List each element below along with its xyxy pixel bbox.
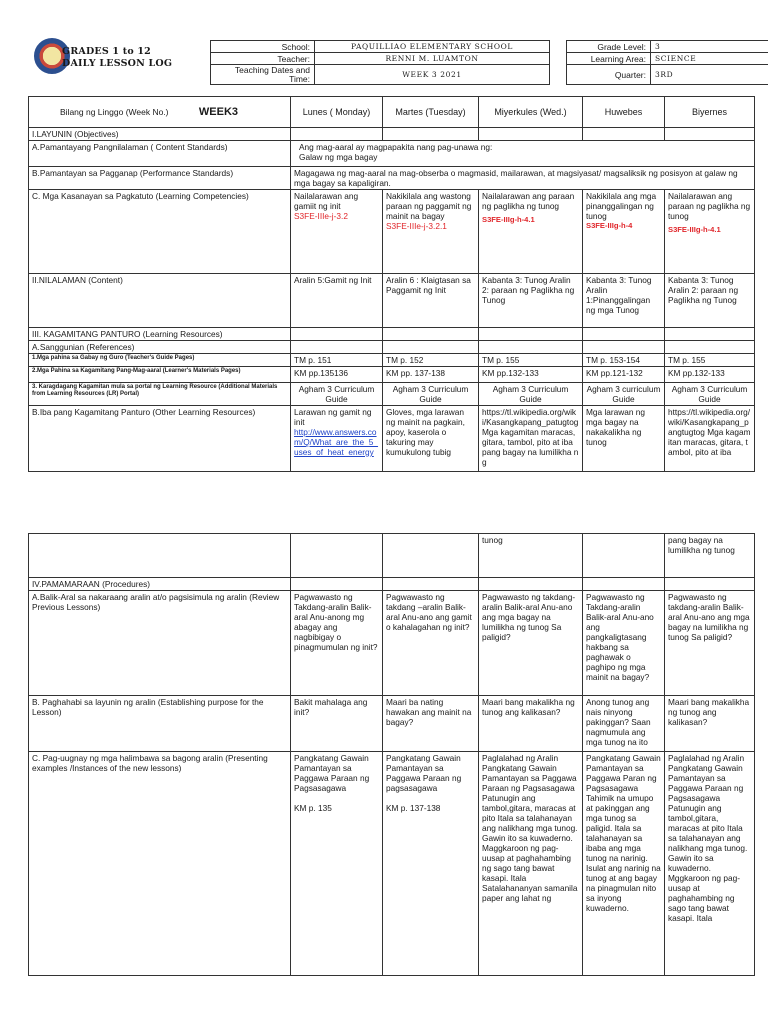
lr-portal-label: 3. Karagdagang Kagamitan mula sa portal ng Learning Resource (Additional Materials from Learning Resources (LR) Portal) [29,383,291,406]
competency-text: Nakikilala ang wastong paraan ng paggamit ng mainit na bagay [386,191,472,221]
review-friday: Pagwawasto ng takdang-aralin Balik-aral Anu-ano ang mga bagay na lumilikha ng tunog Sa paligid? [665,591,755,696]
content-friday: Kabanta 3: Tunog Aralin 2: paraan ng Paglikha ng Tunog [665,274,755,328]
procedures-heading: IV.PAMAMARAAN (Procedures) [29,578,291,591]
tg-friday: TM p. 155 [665,354,755,367]
header [26,36,752,88]
competency-text: Nailalarawan ang paraan ng paglikha ng tunog [482,191,575,211]
content-standards-line1: Ang mag-aaral ay magpapakita nang pag-unawa ng: [299,142,493,152]
other-thursday: Mga larawan ng mga bagay na nakakalikha ng tunog [583,406,665,472]
tg-pages-label: 1.Mga pahina sa Gabay ng Guro (Teacher's Guide Pages) [29,354,291,367]
week-label: Bilang ng Linggo (Week No.) [60,107,169,117]
day-header-thursday: Huwebes [583,97,665,128]
competency-thursday [583,190,665,274]
title-line-2: DAILY LESSON LOG [62,58,173,69]
day-header-monday: Lunes ( Monday) [291,97,383,128]
resources-heading: III. KAGAMITANG PANTURO (Learning Resources) [29,328,291,341]
school-info-table [210,40,550,85]
class-info-table [566,40,768,85]
table-row [29,383,755,406]
table-row [29,167,755,190]
other-monday-text: Larawan ng gamit ng init [294,407,372,427]
table-row [29,97,755,128]
quarter-label: Quarter: [567,65,651,85]
lesson-table-part1 [28,96,755,472]
lm-wednesday: KM pp.132-133 [479,367,583,383]
heat-uses-link[interactable]: http://www.answers.com/Q/What_are_the_5_uses_of_heat_energy [294,427,378,457]
lr-friday: Agham 3 Curriculum Guide [665,383,755,406]
presenting-friday: Paglalahad ng Aralin Pangkatang Gawain Pamantayan sa Paggawa Paraan ng Pagsasagawa Patunugin ang tambol,gitara, maracas at pito Itala sa talahanayan ang nalikhang mga tunog. Gawin ito sa kuwaderno. Mggkaroon ng pag-uusap at paghahambing ng sago tang bawat kasapi. Itala [665,752,755,976]
grade-value: 3 [651,41,768,53]
teacher-value: RENNI M. LUAMTON [315,53,550,65]
presenting-thursday: Pangkatang Gawain Pamantayan sa Paggawa Paran ng Pagsasagawa Tahimik na umupo at pakinggan ang mga tunog sa paligid. Itala sa talahanayan sa ibaba ang mga tunog na narinig. Isulat ang narinig na tunog at ang bagay na pinagmulan nito sa inyong kuwaderno. [583,752,665,976]
table-row [29,367,755,383]
table-row [29,696,755,752]
competency-text: Nakikilala ang mga pinanggalingan ng tunog [586,191,657,221]
area-value: SCIENCE [651,53,768,65]
presenting-label: C. Pag-uugnay ng mga halimbawa sa bagong aralin (Presenting examples /Instances of the new lessons) [29,752,291,976]
school-value: PAQUILLIAO ELEMENTARY SCHOOL [315,41,550,53]
content-label: II.NILALAMAN (Content) [29,274,291,328]
content-tuesday: Aralin 6 : Klaigtasan sa Paggamit ng Init [383,274,479,328]
review-monday: Pagwawasto ng Takdang-aralin Balik-aral Anu-anong mg abagay ang nagbibigay o pinagmumulan ng init? [291,591,383,696]
dates-label: Teaching Dates and Time: [211,65,315,85]
purpose-friday: Maari bang makalikha ng tunog ang kalikasan? [665,696,755,752]
other-resources-label: B.Iba pang Kagamitang Panturo (Other Learning Resources) [29,406,291,472]
competency-tuesday [383,190,479,274]
content-standards-line2: Galaw ng mga bagay [299,152,378,162]
dates-value: WEEK 3 2021 [315,65,550,85]
presenting-monday: Pangkatang Gawain Pamantayan sa Paggawa Paraan ng Pagsasagawa KM p. 135 [291,752,383,976]
purpose-monday: Bakit mahalaga ang init? [291,696,383,752]
content-thursday: Kabanta 3: Tunog Aralin 1:Pinanggalingan ng mga Tunog [583,274,665,328]
competency-friday [665,190,755,274]
competency-code: S3FE-IIIe-j-3.2.1 [386,221,447,231]
competency-code: S3FE-IIIg-h-4.1 [482,215,535,224]
review-tuesday: Pagwawasto ng takdang –aralin Balik-aral Anu-ano ang gamit o kahalagahan ng init? [383,591,479,696]
continued-wednesday: tunog [479,534,583,578]
day-header-friday: Biyernes [665,97,755,128]
lm-monday: KM pp.135136 [291,367,383,383]
tg-tuesday: TM p. 152 [383,354,479,367]
grade-label: Grade Level: [567,41,651,53]
table-row [29,341,755,354]
review-label: A.Balik-Aral sa nakaraang aralin at/o pagsisimula ng aralin (Review Previous Lessons) [29,591,291,696]
table-row [29,328,755,341]
tg-thursday: TM p. 153-154 [583,354,665,367]
purpose-wednesday: Maari bang makalikha ng tunog ang kalikasan? [479,696,583,752]
lm-thursday: KM pp.121-132 [583,367,665,383]
school-label: School: [211,41,315,53]
table-row [29,578,755,591]
competency-text: Nailalarawan ang paraan ng paglikha ng tunog [668,191,751,221]
table-row [29,274,755,328]
other-tuesday: Gloves, mga larawan ng mainit na pagkain, apoy, kaserola o takuring may kumukulong tubig [383,406,479,472]
table-row [29,406,755,472]
presenting-tuesday: Pangkatang Gawain Pamantayan sa Paggawa Paraan ng pagsasagawa KM p. 137-138 [383,752,479,976]
tg-monday: TM p. 151 [291,354,383,367]
purpose-tuesday: Maari ba nating hawakan ang mainit na bagay? [383,696,479,752]
content-standards-value [291,141,755,167]
lr-wednesday: Agham 3 Curriculum Guide [479,383,583,406]
quarter-value: 3RD [651,65,768,85]
performance-standards-label: B.Pamantayan sa Pagganap (Performance Standards) [29,167,291,190]
lr-thursday: Agham 3 curriculum Guide [583,383,665,406]
table-row [29,128,755,141]
other-monday [291,406,383,472]
table-row [29,591,755,696]
lr-monday: Agham 3 Curriculum Guide [291,383,383,406]
lm-friday: KM pp.132-133 [665,367,755,383]
references-heading: A.Sanggunian (References) [29,341,291,354]
content-monday: Aralin 5:Gamit ng Init [291,274,383,328]
presenting-wednesday: Paglalahad ng Aralin Pangkatang Gawain Pamantayan sa Paggawa Paraan ng Pagsasagawa Patunugin ang tambol,gitara, maracas at pito Itala sa talahanayan ang nalikhang mga tunog. Gawin ito sa kuwaderno. Maggkaroon ng pag-uusap at paghahambing ng sago tang bawat kasapi. Itala Satalahananyan samanila paper ang lahat ng [479,752,583,976]
content-wednesday: Kabanta 3: Tunog Aralin 2: paraan ng Paglikha ng Tunog [479,274,583,328]
content-standards-label: A.Pamantayang Pangnilalaman ( Content Standards) [29,141,291,167]
lm-tuesday: KM pp. 137-138 [383,367,479,383]
lm-pages-label: 2.Mga Pahina sa Kagamitang Pang-Mag-aaral (Learner's Materials Pages) [29,367,291,383]
table-row [29,141,755,167]
continued-friday: pang bagay na lumilikha ng tunog [665,534,755,578]
objectives-heading: I.LAYUNIN (Objectives) [29,128,291,141]
review-thursday: Pagwawasto ng Takdang-aralin Balik-aral Anu-ano ang pangkaligtasang hakbang sa paghawak o paghipo ng mga mainit na bagay? [583,591,665,696]
competency-code: S3FE-IIIg-h-4 [586,221,633,230]
table-row [29,354,755,367]
lesson-table-part2 [28,533,755,976]
purpose-label: B. Paghahabi sa layunin ng aralin (Establishing purpose for the Lesson) [29,696,291,752]
area-label: Learning Area: [567,53,651,65]
table-row [29,534,755,578]
other-wednesday: https://tl.wikipedia.org/wiki/Kasangkapang_patugtog Mga kagamitan maracas, gitara, tambol, pito at iba pang bagay na lumilikha ng [479,406,583,472]
day-header-wednesday: Miyerkules (Wed.) [479,97,583,128]
week-number: WEEK3 [198,106,239,118]
competency-code: S3FE-IIIe-j-3.2 [294,211,348,221]
competency-wednesday [479,190,583,274]
day-header-tuesday: Martes (Tuesday) [383,97,479,128]
lr-tuesday: Agham 3 Curriculum Guide [383,383,479,406]
document-title [62,46,172,70]
performance-standards-value: Magagawa ng mag-aaral na mag-obserba o magmasid, mailarawan, at magsiyasat/ magsaliksik ng posisyon at galaw ng mga bagay sa kapaligiran. [291,167,755,190]
competency-code: S3FE-IIIg-h-4.1 [668,225,721,234]
competency-text: Nailalarawan ang gamiit ng init [294,191,359,211]
title-line-1: GRADES 1 to 12 [62,46,151,57]
table-row [29,190,755,274]
table-row [29,752,755,976]
review-wednesday: Pagwawasto ng takdang-aralin Balik-aral Anu-ano ang mga bagay na lumilikha ng tunog Sa paligid? [479,591,583,696]
competencies-label: C. Mga Kasanayan sa Pagkatuto (Learning Competencies) [29,190,291,274]
other-friday: https://tl.wikipedia.org/wiki/Kasangkapang_pangtugtog Mga kagamitan maracas, gitara, tambol, pito at iba [665,406,755,472]
competency-monday [291,190,383,274]
teacher-label: Teacher: [211,53,315,65]
tg-wednesday: TM p. 155 [479,354,583,367]
purpose-thursday: Anong tunog ang nais ninyong pakinggan? Saan nagmumula ang mga tunog na ito [583,696,665,752]
week-cell [29,97,291,128]
